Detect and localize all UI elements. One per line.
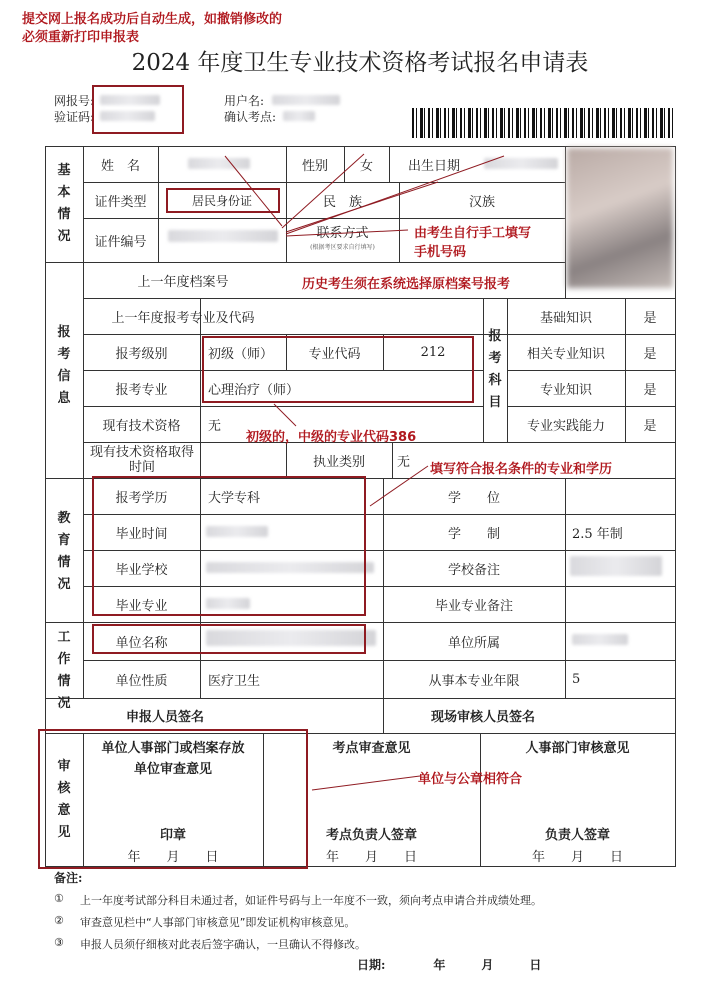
major-code-value: 212 <box>420 344 446 360</box>
prev-major-label: 上一年度报考专业及代码 <box>111 310 255 326</box>
tech-time-label: 现有技术资格取得时间 <box>89 445 194 475</box>
graduation-time-label: 毕业时间 <box>115 526 168 542</box>
work-years-value: 5 <box>572 671 581 687</box>
unit-nature-value: 医疗卫生 <box>208 673 261 689</box>
notes-title: 备注: <box>54 871 83 885</box>
work-years-label: 从事本专业年限 <box>428 673 520 689</box>
birth-date-label: 出生日期 <box>407 158 460 174</box>
unit-nature-label: 单位性质 <box>115 673 168 689</box>
unit-name-label: 单位名称 <box>115 635 168 651</box>
degree-value: 大学专科 <box>208 490 261 506</box>
section-exam-label: 报 考 信 息 <box>57 325 71 406</box>
school-label: 毕业学校 <box>115 562 168 578</box>
id-number-label: 证件编号 <box>94 234 147 250</box>
annotation-phone-line1: 由考生自行手工填写 <box>414 226 532 241</box>
tech-qualification-value: 无 <box>208 418 222 434</box>
note-text: 申报人员须仔细核对此表后签字确认，一旦确认不得修改。 <box>80 938 366 951</box>
notes-date-line: 日期: 年 月 日 <box>357 958 542 972</box>
ethnic-value: 汉族 <box>468 194 495 210</box>
review-col2-date: 年 月 日 <box>325 849 417 865</box>
grad-major-label: 毕业专业 <box>115 598 168 614</box>
school-note-label: 学校备注 <box>447 562 500 578</box>
confirm-site-label: 确认考点: <box>224 110 277 124</box>
applicant-signature-label: 申报人员签名 <box>125 710 204 725</box>
annotation-top-line1: 提交网上报名成功后自动生成，如撤销修改的 <box>22 12 283 27</box>
degree-label: 报考学历 <box>115 490 168 506</box>
tech-qualification-label: 现有技术资格 <box>102 418 181 434</box>
note-number: ① <box>54 892 64 905</box>
review-col1-date: 年 月 日 <box>127 849 219 865</box>
section-education-label: 教 育 情 况 <box>57 511 71 592</box>
annotation-education: 填写符合报名条件的专业和学历 <box>430 462 613 477</box>
ethnic-label: 民 族 <box>322 194 362 210</box>
review-col2-title: 考点审查意见 <box>332 740 411 756</box>
practice-type-label: 执业类别 <box>312 454 365 470</box>
annotation-seal: 单位与公章相符合 <box>418 772 523 787</box>
subject-name: 专业知识 <box>539 382 592 398</box>
reviewer-signature-label: 现场审核人员签名 <box>430 710 535 725</box>
study-system-value: 2.5 年制 <box>572 526 623 542</box>
subject-name: 相关专业知识 <box>526 346 605 362</box>
exam-major-value: 心理治疗（师） <box>208 382 300 398</box>
username-label: 用户名: <box>224 94 265 108</box>
archive-number-label: 上一年度档案号 <box>137 274 229 290</box>
id-type-label: 证件类型 <box>94 194 147 210</box>
gender-value: 女 <box>359 158 373 174</box>
annotation-top-line2: 必须重新打印申报表 <box>22 30 140 45</box>
subject-value: 是 <box>643 346 657 362</box>
subject-value: 是 <box>643 418 657 434</box>
review-col3-sign: 负责人签章 <box>544 827 610 843</box>
contact-sub-label: (根据考区要求自行填写) <box>310 243 375 251</box>
level-label: 报考级别 <box>115 346 168 362</box>
subject-name: 基础知识 <box>539 310 592 326</box>
review-col3-title: 人事部门审核意见 <box>525 740 630 756</box>
subject-name: 专业实践能力 <box>526 418 605 434</box>
exam-major-label: 报考专业 <box>115 382 168 398</box>
major-code-label: 专业代码 <box>308 346 361 362</box>
section-work-label: 工 作 情 况 <box>57 630 71 711</box>
subject-value: 是 <box>643 310 657 326</box>
verify-code-label: 验证码: <box>54 110 95 124</box>
note-text: 审查意见栏中“人事部门审核意见”即发证机构审核意见。 <box>80 916 356 929</box>
gender-label: 性别 <box>301 158 328 174</box>
annotation-archive: 历史考生须在系统选择原档案号报考 <box>302 277 511 292</box>
unit-affiliation-label: 单位所属 <box>447 635 500 651</box>
name-label: 姓 名 <box>100 158 140 174</box>
review-col2-sign: 考点负责人签章 <box>325 827 417 843</box>
contact-label: 联系方式 <box>316 225 369 241</box>
grad-major-note-label: 毕业专业备注 <box>434 598 513 614</box>
net-id-label: 网报号: <box>54 94 95 108</box>
level-value: 初级（师） <box>208 346 274 362</box>
subjects-label: 报 考 科 目 <box>488 329 502 410</box>
review-col1-title-line2: 单位审查意见 <box>133 761 212 777</box>
note-number: ② <box>54 914 64 927</box>
review-col3-date: 年 月 日 <box>531 849 623 865</box>
page-title: 2024 年度卫生专业技术资格考试报名申请表 <box>131 50 589 76</box>
academic-degree-label: 学 位 <box>447 490 500 506</box>
subject-value: 是 <box>643 382 657 398</box>
section-basic-label: 基 本 情 况 <box>57 163 71 244</box>
practice-type-value: 无 <box>397 454 411 470</box>
annotation-phone-line2: 手机号码 <box>414 245 467 260</box>
id-type-value: 居民身份证 <box>191 193 252 208</box>
review-col1-title-line1: 单位人事部门或档案存放 <box>101 740 245 756</box>
section-review-label: 审 核 意 见 <box>57 759 71 840</box>
note-number: ③ <box>54 936 64 949</box>
study-system-label: 学 制 <box>447 526 500 542</box>
annotation-code: 初级的，中级的专业代码386 <box>246 430 417 445</box>
note-text: 上一年度考试部分科目未通过者，如证件号码与上一年度不一致，须向考点申请合并成绩处理。 <box>80 894 542 907</box>
review-col1-sign: 印章 <box>159 827 186 843</box>
